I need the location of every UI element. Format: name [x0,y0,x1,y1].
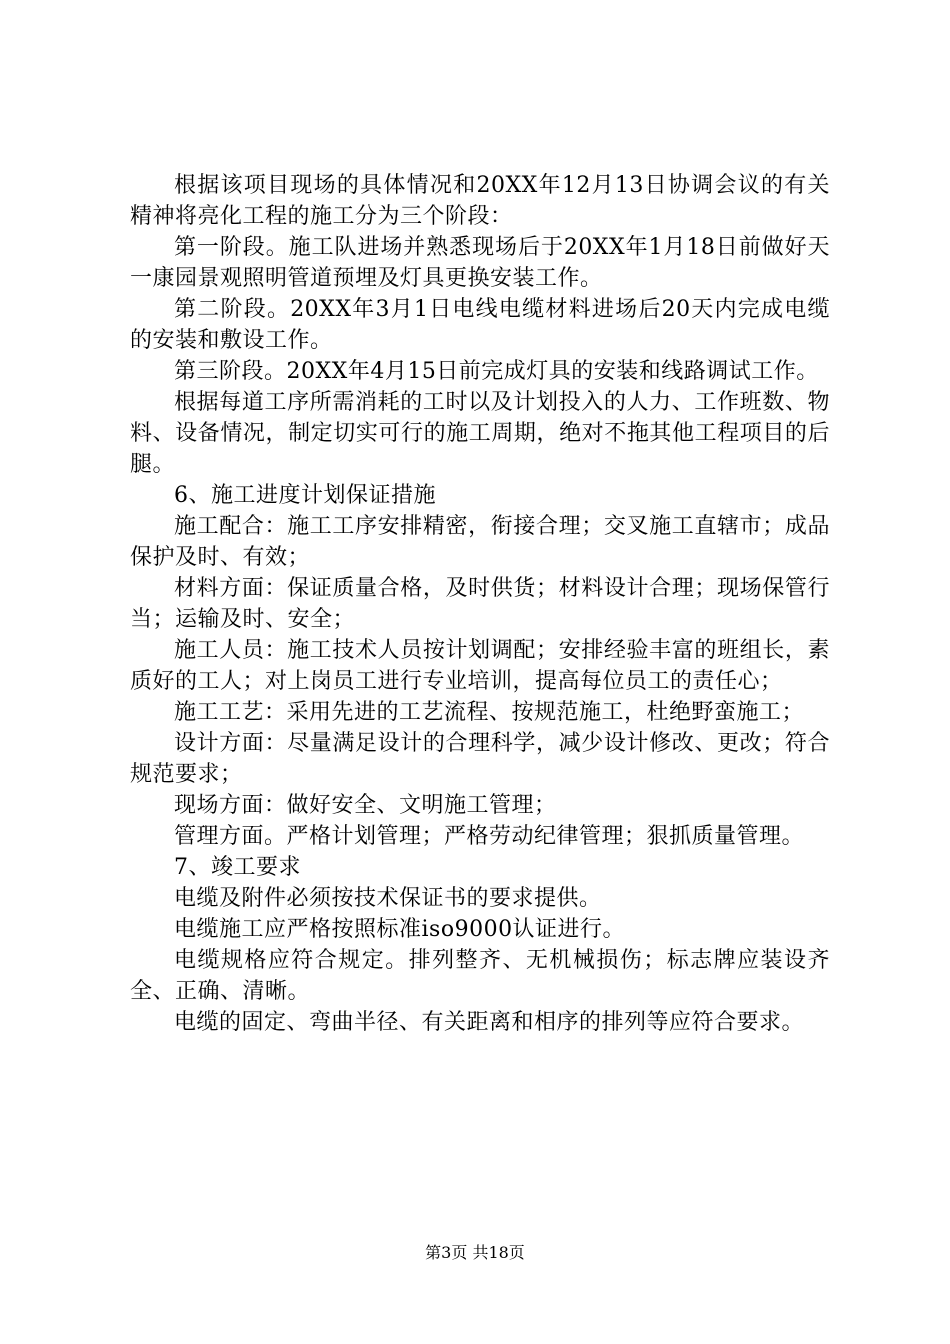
page-number-footer: 第3页 共18页 [425,1243,525,1262]
paragraph: 第三阶段。20XX年4月15日前完成灯具的安装和线路调试工作。 [174,359,819,384]
section-heading: 7、竣工要求 [174,855,301,880]
paragraph: 根据该项目现场的具体情况和20XX年12月13日协调会议的有关精神将亮化工程的施工分为三个阶段： [130,173,830,229]
paragraph: 材料方面：保证质量合格，及时供货；材料设计合理；现场保管行当；运输及时、安全； [130,576,830,632]
paragraph: 施工配合：施工工序安排精密，衔接合理；交叉施工直辖市；成品保护及时、有效； [130,514,830,570]
paragraph: 电缆规格应符合规定。排列整齐、无机械损伤；标志牌应装设齐全、正确、清晰。 [130,948,830,1004]
paragraph: 现场方面：做好安全、文明施工管理； [174,793,557,818]
paragraph: 设计方面：尽量满足设计的合理科学，减少设计修改、更改；符合规范要求； [130,731,830,787]
paragraph: 电缆施工应严格按照标准iso9000认证进行。 [174,917,626,942]
section-heading: 6、施工进度计划保证措施 [174,483,436,508]
paragraph: 第二阶段。20XX年3月1日电线电缆材料进场后20天内完成电缆的安装和敷设工作。 [130,297,830,353]
paragraph: 电缆及附件必须按技术保证书的要求提供。 [174,886,602,911]
document-body [130,170,830,1038]
paragraph: 第一阶段。施工队进场并熟悉现场后于20XX年1月18日前做好天一康园景观照明管道预埋及灯具更换安装工作。 [130,235,830,291]
paragraph: 电缆的固定、弯曲半径、有关距离和相序的排列等应符合要求。 [174,1010,805,1035]
paragraph: 施工人员：施工技术人员按计划调配；安排经验丰富的班组长，素质好的工人；对上岗员工进行专业培训，提高每位员工的责任心； [130,638,830,694]
paragraph: 管理方面。严格计划管理；严格劳动纪律管理；狠抓质量管理。 [174,824,805,849]
paragraph: 根据每道工序所需消耗的工时以及计划投入的人力、工作班数、物料、设备情况，制定切实可行的施工周期，绝对不拖其他工程项目的后腿。 [130,390,830,477]
paragraph: 施工工艺：采用先进的工艺流程、按规范施工，杜绝野蛮施工； [174,700,805,725]
